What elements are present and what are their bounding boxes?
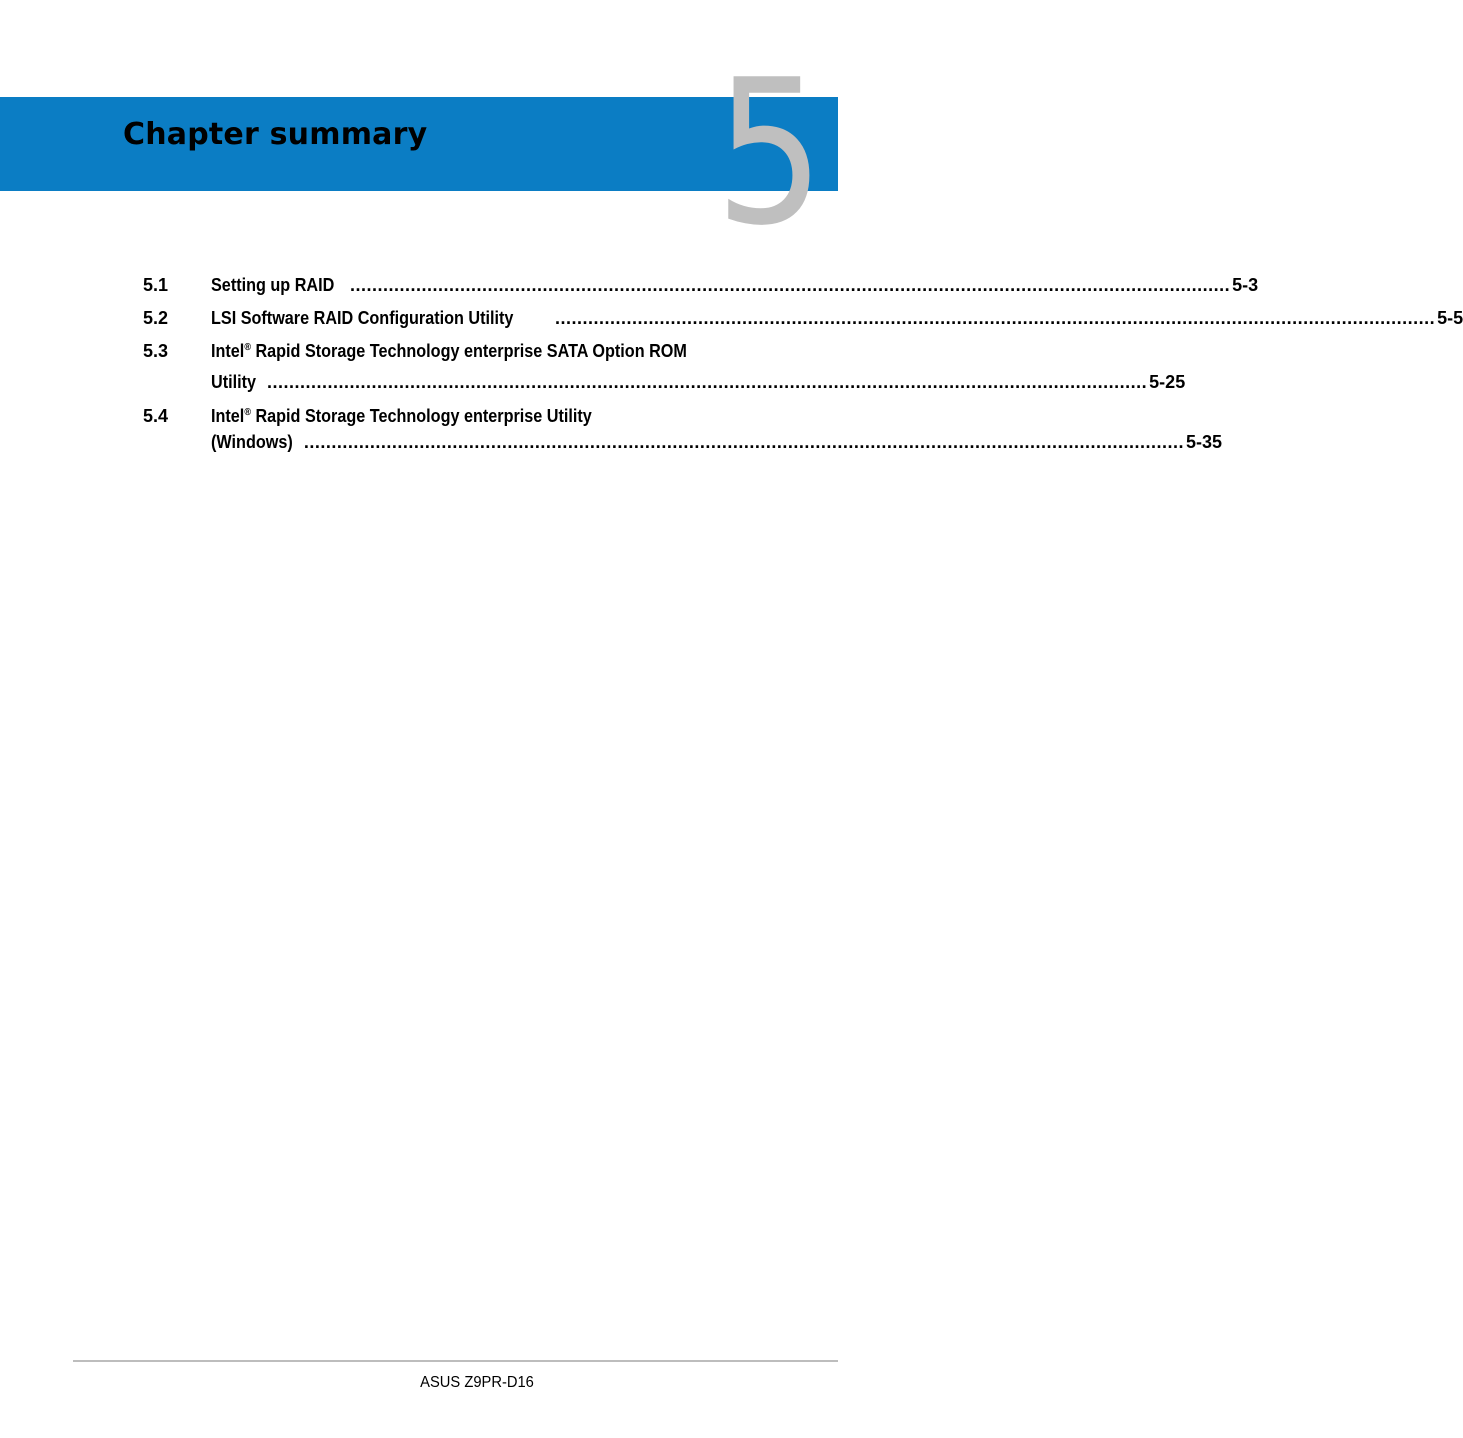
toc-entry-5-3-continued[interactable] <box>143 369 1186 395</box>
toc-entry-number: 5.4 <box>143 406 169 426</box>
toc-entry-page: 5-3 <box>1232 275 1259 295</box>
toc-entry-title: Setting up RAID <box>211 275 335 295</box>
toc-dot-leader: ................................................................................................................................................................ <box>350 275 1231 295</box>
toc-dot-leader: ................................................................................................................................................................ <box>267 372 1148 392</box>
toc-entry-title: Intel® Rapid Storage Technology enterprise SATA Option ROM <box>211 341 687 361</box>
toc-entry-5-4[interactable] <box>143 403 804 429</box>
toc-entry-page: 5-25 <box>1149 372 1186 392</box>
toc-entry-5-1[interactable] <box>143 272 1259 298</box>
toc-entry-number: 5.2 <box>143 308 169 328</box>
toc-entry-number: 5.3 <box>143 341 169 361</box>
toc-entry-title: Intel® Rapid Storage Technology enterprise Utility <box>211 406 592 426</box>
toc-entry-title: LSI Software RAID Configuration Utility <box>211 308 514 328</box>
toc-entry-5-3[interactable] <box>143 338 804 364</box>
registered-mark: ® <box>244 342 251 353</box>
footer-product-name: ASUS Z9PR-D16 <box>420 1374 534 1391</box>
toc-dot-leader: ................................................................................................................................................................ <box>555 308 1436 328</box>
chapter-title: Chapter summary <box>123 117 428 152</box>
toc-entry-page: 5-5 <box>1437 308 1463 328</box>
registered-mark: ® <box>244 407 251 418</box>
toc-dot-leader: ................................................................................................................................................................ <box>303 432 1184 452</box>
toc-entry-5-2[interactable] <box>143 305 1463 331</box>
toc-entry-5-4-continued[interactable] <box>143 429 1223 455</box>
toc-entry-title-continued: Utility <box>211 372 257 392</box>
footer-divider <box>73 1360 838 1362</box>
chapter-number: 5 <box>715 37 825 270</box>
toc-entry-page: 5-35 <box>1185 432 1223 452</box>
toc-entry-number: 5.1 <box>143 275 169 295</box>
toc-entry-title-continued: (Windows) <box>211 432 293 452</box>
